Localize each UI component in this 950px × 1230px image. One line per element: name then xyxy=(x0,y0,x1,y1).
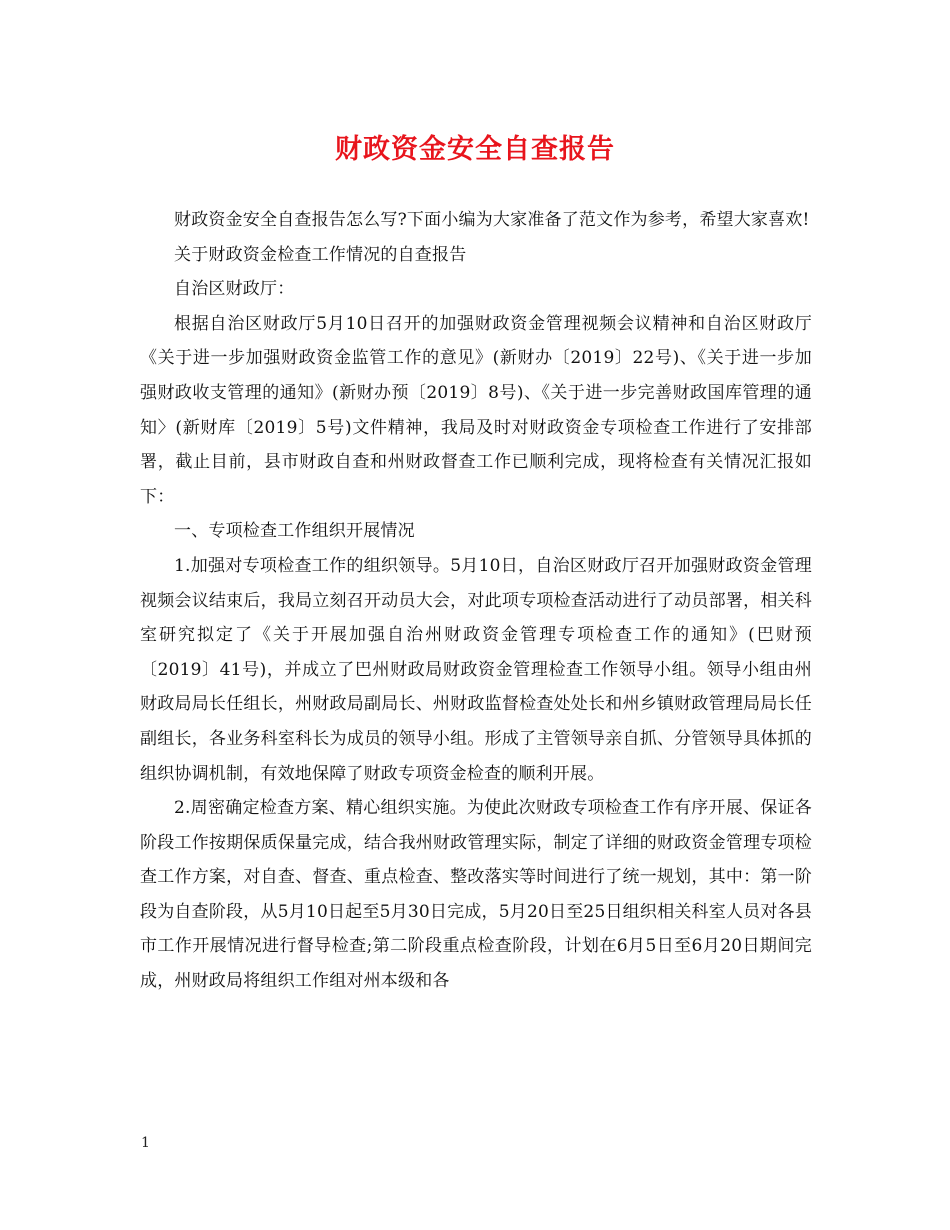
document-body xyxy=(140,203,812,999)
intro-paragraph: 财政资金安全自查报告怎么写?下面小编为大家准备了范文作为参考，希望大家喜欢! xyxy=(174,210,810,230)
body-paragraph: 根据自治区财政厅5月10日召开的加强财政资金管理视频会议精神和自治区财政厅《关于进一步加强财政资金监管工作的意见》(新财办〔2019〕22号)、《关于进一步加强财政收支管理的通知》(新财办预〔2019〕8号)、《关于进一步完善财政国库管理的通知〉(新财库〔2019〕5号)文件精神，我局及时对财政资金专项检查工作进行了安排部署，截止目前，县市财政自查和州财政督查工作已顺利完成，现将检查有关情况汇报如下： xyxy=(140,313,812,507)
document-title: 财政资金安全自查报告 xyxy=(335,134,615,165)
report-subtitle: 关于财政资金检查工作情况的自查报告 xyxy=(174,244,467,265)
addressee: 自治区财政厅： xyxy=(174,279,295,300)
body-paragraph: 1.加强对专项检查工作的组织领导。5月10日，自治区财政厅召开加强财政资金管理视频会议结束后，我局立刻召开动员大会，对此项专项检查活动进行了动员部署，相关科室研究拟定了《关于开展加强自治州财政资金管理专项检查工作的通知》(巴财预〔2019〕41号)，并成立了巴州财政局财政资金管理检查工作领导小组。领导小组由州财政局局长任组长，州财政局副局长、州财政监督检查处处长和州乡镇财政管理局局长任副组长，各业务科室科长为成员的领导小组。形成了主管领导亲自抓、分管领导具体抓的组织协调机制，有效地保障了财政专项资金检查的顺利开展。 xyxy=(140,555,812,784)
body-paragraph: 2.周密确定检查方案、精心组织实施。为使此次财政专项检查工作有序开展、保证各阶段工作按期保质保量完成，结合我州财政管理实际，制定了详细的财政资金管理专项检查工作方案，对自查、督查、重点检查、整改落实等时间进行了统一规划，其中：第一阶段为自查阶段，从5月10日起至5月30日完成，5月20日至25日组织相关科室人员对各县市工作开展情况进行督导检查;第二阶段重点检查阶段，计划在6月5日至6月20日期间完成，州财政局将组织工作组对州本级和各 xyxy=(140,798,812,992)
page-number: 1 xyxy=(141,1135,150,1151)
section-heading: 一、专项检查工作组织开展情况 xyxy=(174,521,415,542)
